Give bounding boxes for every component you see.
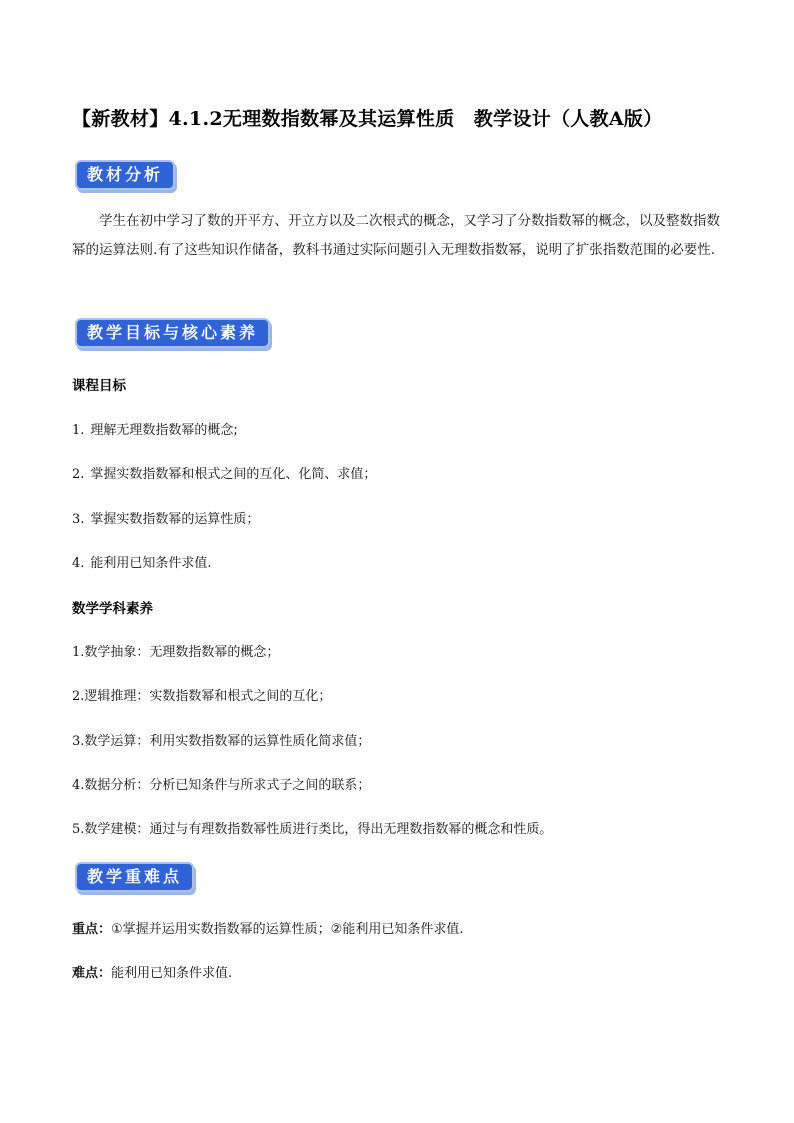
literacy-item <box>72 685 331 704</box>
item-number: 2. <box>72 689 85 704</box>
item-text: 数学建模：通过与有理数指数幂性质进行类比，得出无理数指数幂的概念和性质。 <box>84 822 553 837</box>
item-number: 2. <box>72 467 85 482</box>
item-text: 掌握实数指数幂的运算性质； <box>90 512 260 527</box>
item-number: 5. <box>72 822 85 837</box>
literacy-item <box>72 774 370 793</box>
item-text: 理解无理数指数幂的概念; <box>90 423 238 438</box>
course-goal-item <box>72 463 376 482</box>
section-badge-analysis: 教材分析 <box>75 160 175 190</box>
analysis-paragraph: 学生在初中学习了数的开平方、开立方以及二次根式的概念，又学习了分数指数幂的概念，以及整数指数幂的运算法则.有了这些知识作储备，教科书通过实际问题引入无理数指数幂，说明了扩张指数范围的必要性. <box>72 213 720 258</box>
item-text: 数学抽象：无理数指数幂的概念； <box>84 645 280 660</box>
item-number: 3. <box>72 512 85 527</box>
section-badge-key-points: 教学重难点 <box>75 862 194 892</box>
item-text: 能利用已知条件求值. <box>90 556 212 571</box>
section-badge-goals: 教学目标与核心素养 <box>75 318 270 348</box>
item-text: 逻辑推理：实数指数幂和根式之间的互化； <box>84 689 332 704</box>
difficult-point-line <box>72 962 232 981</box>
key-point-line <box>72 918 463 937</box>
course-goal-item <box>72 508 259 527</box>
item-number: 4. <box>72 556 85 571</box>
item-number: 4. <box>72 778 85 793</box>
literacy-heading: 数学学科素养 <box>72 601 153 617</box>
item-number: 1. <box>72 423 85 438</box>
item-number: 1. <box>72 645 85 660</box>
literacy-item <box>72 818 552 837</box>
item-text: 数学运算：利用实数指数幂的运算性质化简求值； <box>84 734 371 749</box>
course-goals-heading: 课程目标 <box>72 378 126 394</box>
difficult-point-label: 难点： <box>72 966 112 981</box>
key-point-label: 重点： <box>72 922 112 937</box>
difficult-point-text: 能利用已知条件求值. <box>111 966 233 981</box>
item-text: 数据分析：分析已知条件与所求式子之间的联系； <box>84 778 371 793</box>
document-title: 【新教材】4.1.2无理数指数幂及其运算性质 教学设计（人教A版） <box>72 108 663 130</box>
item-text: 掌握实数指数幂和根式之间的互化、化简、求值； <box>90 467 377 482</box>
course-goal-item <box>72 419 238 438</box>
key-point-text: ①掌握并运用实数指数幂的运算性质；②能利用已知条件求值. <box>111 922 464 937</box>
course-goal-item <box>72 552 212 571</box>
item-number: 3. <box>72 734 85 749</box>
literacy-item <box>72 641 279 660</box>
literacy-item <box>72 730 370 749</box>
